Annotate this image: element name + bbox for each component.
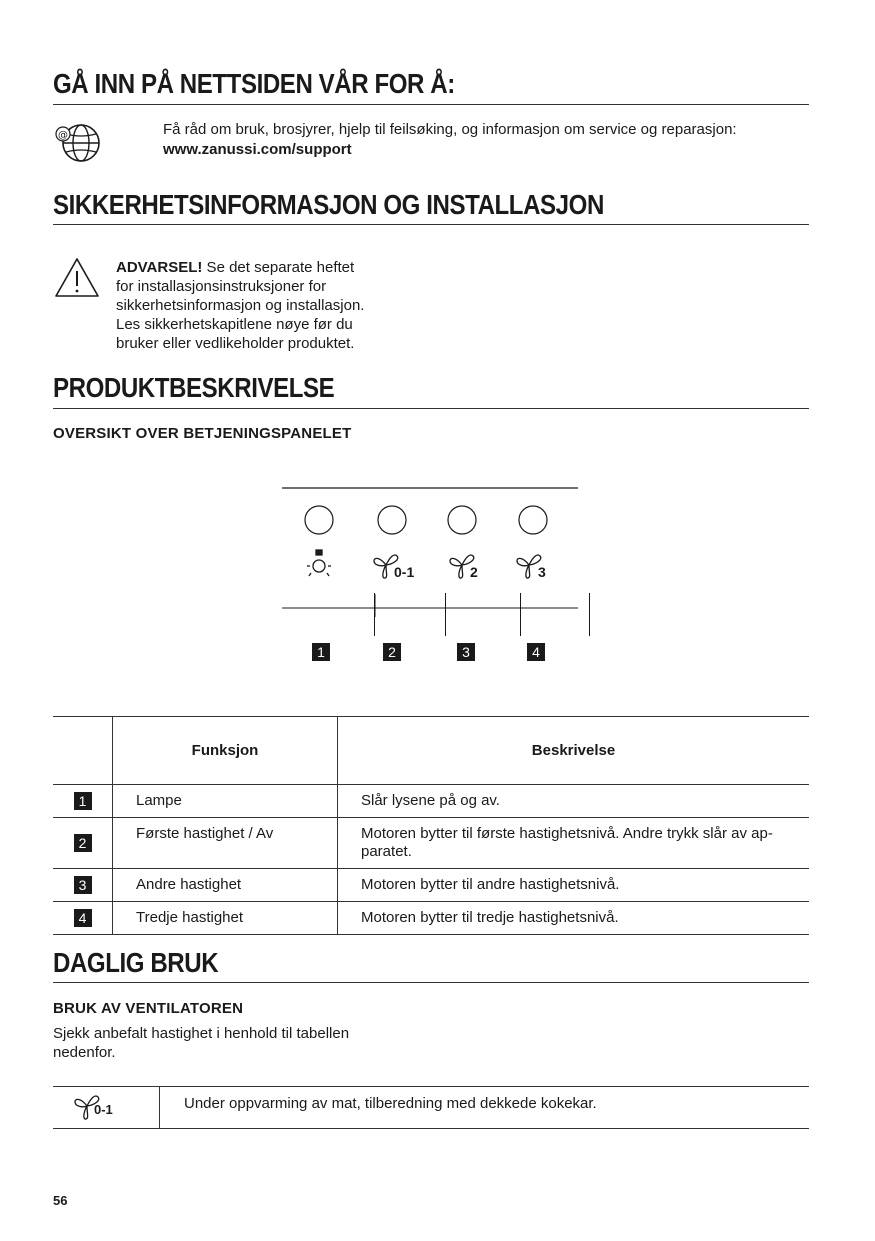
fan-speed-description: Under oppvarming av mat, tilberedning med dekkede kokekar.: [184, 1095, 597, 1112]
fan-use-text: [53, 1024, 413, 1062]
warning-label: ADVARSEL!: [116, 259, 203, 276]
website-info-text: [163, 120, 803, 159]
heading-daily-use: DAGLIG BRUK: [53, 947, 219, 978]
warning-text: [116, 258, 456, 353]
table-row: [53, 818, 809, 869]
table-row: [53, 1087, 809, 1129]
support-link[interactable]: www.zanussi.com/support: [163, 141, 352, 158]
warning-line: sikkerhetsinformasjon og installasjon.: [116, 297, 365, 314]
heading-rule: [53, 224, 809, 225]
description-cell: Motoren bytter til tredje hastighetsnivå.: [361, 909, 619, 926]
warning-line: Se det separate heftet: [202, 259, 355, 276]
fan-speed-label: 0-1: [394, 564, 415, 580]
heading-product: PRODUKTBESKRIVELSE: [53, 372, 335, 403]
number-badge: 1: [312, 643, 330, 661]
number-badge: 1: [74, 792, 92, 810]
number-badge: 3: [457, 643, 475, 661]
number-badge: 2: [383, 643, 401, 661]
fan-speed-label: 0-1: [94, 1102, 113, 1117]
warning-line: Les sikkerhetskapitlene nøye før du: [116, 316, 353, 333]
heading-safety: SIKKERHETSINFORMASJON OG INSTALLASJON: [53, 189, 604, 220]
table-header-row: [53, 717, 809, 785]
function-cell: Tredje hastighet: [136, 909, 244, 926]
table-row: [53, 869, 809, 902]
subheading-fan-use: BRUK AV VENTILATOREN: [53, 1000, 244, 1017]
function-cell: Første hastighet / Av: [136, 825, 274, 842]
description-cell: Motoren bytter til første hastighetsnivå. Andre trykk slår av ap- paratet.: [361, 825, 773, 860]
globe-web-icon: [53, 120, 103, 166]
control-button-1: [305, 506, 333, 534]
control-button-2: [378, 506, 406, 534]
heading-rule: [53, 408, 809, 409]
svg-text:@: @: [58, 130, 68, 141]
text-line: Sjekk anbefalt hastighet i henhold til tabellen: [53, 1025, 350, 1042]
function-cell: Lampe: [136, 792, 182, 809]
leader-line: [374, 593, 375, 636]
number-badge: 2: [74, 834, 92, 852]
table-header: Beskrivelse: [338, 717, 810, 785]
warning-triangle-icon: [53, 256, 101, 300]
control-panel-table: [53, 716, 809, 935]
heading-rule: [53, 104, 809, 105]
function-cell: Andre hastighet: [136, 876, 242, 893]
table-row: [53, 785, 809, 818]
number-badge: 4: [74, 909, 92, 927]
text-line: nedenfor.: [53, 1044, 116, 1061]
warning-line: bruker eller vedlikeholder produktet.: [116, 335, 355, 352]
subheading-control-panel: OVERSIKT OVER BETJENINGSPANELET: [53, 425, 352, 442]
page-number: 56: [53, 1193, 68, 1208]
manual-page: [53, 0, 809, 1241]
table-header: [53, 717, 113, 785]
description-cell: Slår lysene på og av.: [361, 792, 500, 809]
fan-speed-icon-cell: [53, 1087, 160, 1129]
leader-line: [445, 593, 446, 636]
fan-speed-label: 3: [538, 564, 546, 580]
number-badge: 4: [527, 643, 545, 661]
leader-line: [520, 593, 521, 636]
website-description: Få råd om bruk, brosjyrer, hjelp til feilsøking, og informasjon om service og reparasjon:: [163, 121, 737, 138]
heading-website: GÅ INN PÅ NETTSIDEN VÅR FOR Å:: [53, 68, 455, 99]
heading-rule: [53, 982, 809, 983]
table-row: [53, 902, 809, 935]
fan-speed-label: 2: [470, 564, 478, 580]
control-button-3: [448, 506, 476, 534]
leader-line: [589, 593, 590, 636]
number-badge: 3: [74, 876, 92, 894]
lamp-icon: [307, 550, 331, 576]
control-button-4: [519, 506, 547, 534]
warning-line: for installasjonsinstruksjoner for: [116, 278, 327, 295]
fan-speed-table: [53, 1086, 809, 1129]
table-header: Funksjon: [113, 717, 338, 785]
description-cell: Motoren bytter til andre hastighetsnivå.: [361, 876, 620, 893]
control-panel-diagram: [282, 487, 578, 667]
